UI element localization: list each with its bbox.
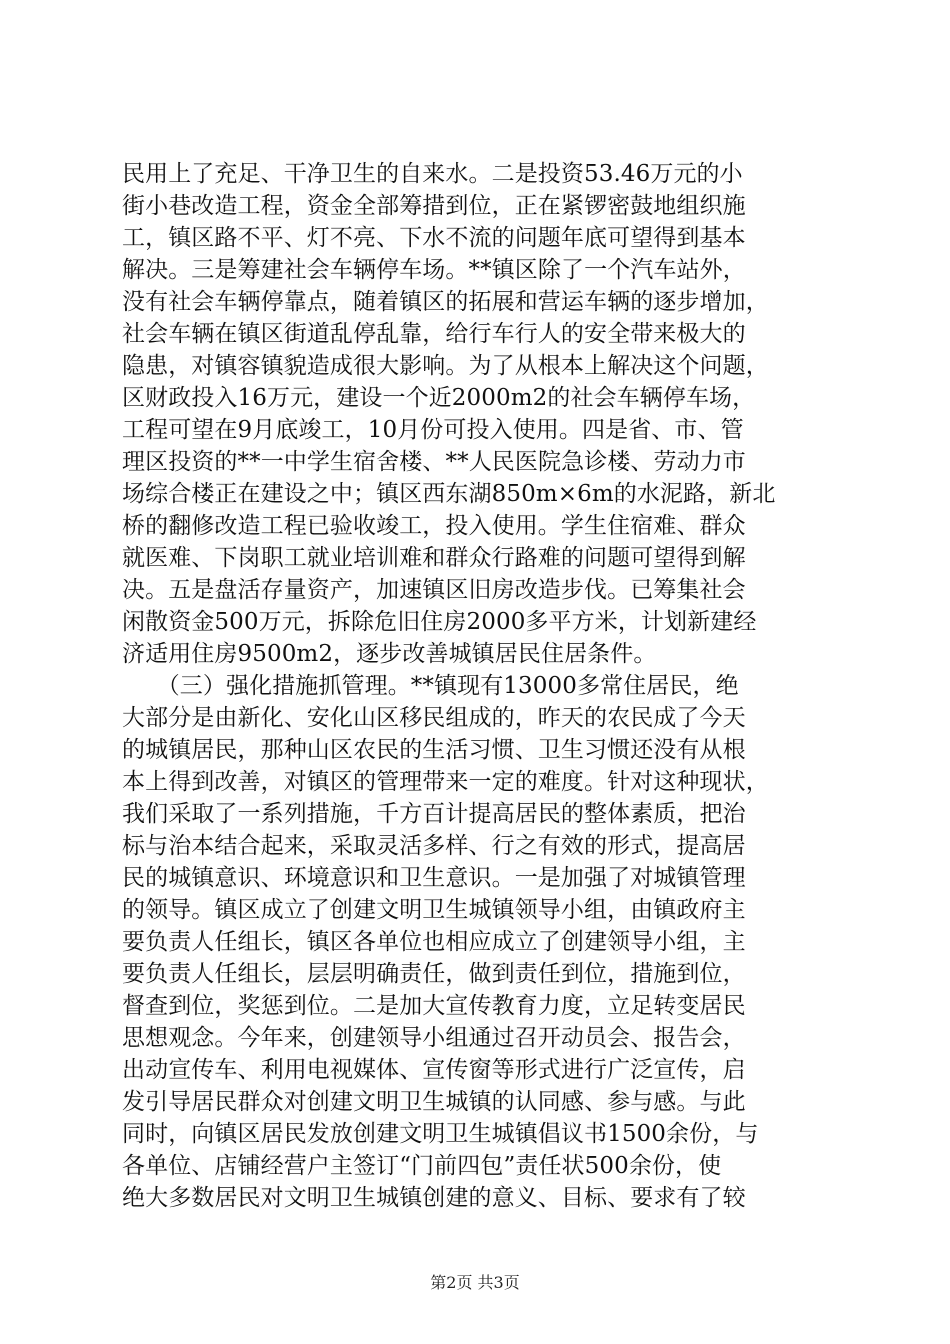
text-line: 发引导居民群众对创建文明卫生城镇的认同感、参与感。与此 bbox=[122, 1089, 746, 1115]
text-line: 闲散资金500万元，拆除危旧住房2000多平方米，计划新建经 bbox=[122, 609, 757, 635]
text-line: 街小巷改造工程，资金全部筹措到位，正在紧锣密鼓地组织施 bbox=[122, 193, 746, 219]
text-line: 出动宣传车、利用电视媒体、宣传窗等形式进行广泛宣传，启 bbox=[122, 1057, 746, 1083]
text-line: 济适用住房9500m2，逐步改善城镇居民住居条件。 bbox=[122, 641, 657, 667]
text-line: 绝大多数居民对文明卫生城镇创建的意义、目标、要求有了较 bbox=[122, 1185, 746, 1211]
text-line: 标与治本结合起来，采取灵活多样、行之有效的形式，提高居 bbox=[122, 833, 746, 859]
text-line: 民的城镇意识、环境意识和卫生意识。一是加强了对城镇管理 bbox=[122, 865, 746, 891]
text-line: 的领导。镇区成立了创建文明卫生城镇领导小组，由镇政府主 bbox=[122, 897, 746, 923]
text-line: 工，镇区路不平、灯不亮、下水不流的问题年底可望得到基本 bbox=[122, 225, 746, 251]
text-line: 要负责人任组长，层层明确责任，做到责任到位，措施到位， bbox=[122, 961, 746, 987]
text-line: 的城镇居民，那种山区农民的生活习惯、卫生习惯还没有从根 bbox=[122, 737, 746, 763]
text-line: 我们采取了一系列措施，千方百计提高居民的整体素质，把治 bbox=[122, 801, 746, 827]
text-line: 理区投资的**一中学生宿舍楼、**人民医院急诊楼、劳动力市 bbox=[122, 449, 746, 475]
text-line: 就医难、下岗职工就业培训难和群众行路难的问题可望得到解 bbox=[122, 545, 746, 571]
text-line: 场综合楼正在建设之中；镇区西东湖850m×6m的水泥路，新北 bbox=[122, 481, 776, 507]
text-line: （三）强化措施抓管理。**镇现有13000多常住居民，绝 bbox=[122, 673, 739, 699]
body-text bbox=[122, 158, 834, 1214]
text-line: 同时，向镇区居民发放创建文明卫生城镇倡议书1500余份，与 bbox=[122, 1121, 759, 1147]
text-line: 大部分是由新化、安化山区移民组成的，昨天的农民成了今天 bbox=[122, 705, 746, 731]
text-line: 督查到位，奖惩到位。二是加大宣传教育力度，立足转变居民 bbox=[122, 993, 746, 1019]
text-line: 本上得到改善，对镇区的管理带来一定的难度。针对这种现状， bbox=[122, 769, 769, 795]
text-line: 解决。三是筹建社会车辆停车场。**镇区除了一个汽车站外， bbox=[122, 257, 746, 283]
text-line: 各单位、店铺经营户主签订“门前四包”责任状500余份，使 bbox=[122, 1153, 722, 1179]
text-line: 工程可望在9月底竣工，10月份可投入使用。四是省、市、管 bbox=[122, 417, 744, 443]
text-line: 区财政投入16万元，建设一个近2000m2的社会车辆停车场， bbox=[122, 385, 756, 411]
text-line: 思想观念。今年来，创建领导小组通过召开动员会、报告会， bbox=[122, 1025, 746, 1051]
page-footer: 第2页 共3页 bbox=[430, 1273, 520, 1292]
text-line: 隐患，对镇容镇貌造成很大影响。为了从根本上解决这个问题， bbox=[122, 353, 769, 379]
text-line: 没有社会车辆停靠点，随着镇区的拓展和营运车辆的逐步增加， bbox=[122, 289, 769, 315]
text-line: 桥的翻修改造工程已验收竣工，投入使用。学生住宿难、群众 bbox=[122, 513, 746, 539]
text-line: 社会车辆在镇区街道乱停乱靠，给行车行人的安全带来极大的 bbox=[122, 321, 746, 347]
text-line: 要负责人任组长，镇区各单位也相应成立了创建领导小组，主 bbox=[122, 929, 746, 955]
text-line: 决。五是盘活存量资产，加速镇区旧房改造步伐。已筹集社会 bbox=[122, 577, 746, 603]
text-line: 民用上了充足、干净卫生的自来水。二是投资53.46万元的小 bbox=[122, 161, 743, 187]
